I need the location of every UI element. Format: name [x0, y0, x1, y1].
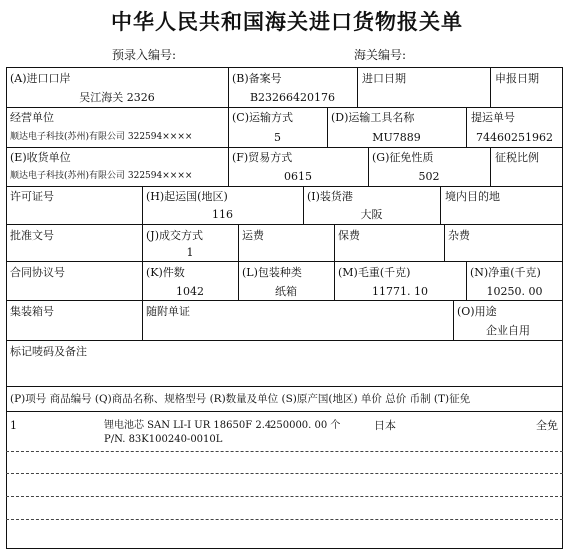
- packing-type-value: 纸箱: [275, 285, 297, 298]
- container-number-label: 集装箱号: [10, 305, 54, 318]
- loading-port-value: 大阪: [360, 208, 383, 221]
- usage-value: 企业自用: [486, 324, 530, 337]
- transport-tool-value: MU7889: [372, 131, 421, 144]
- consignee-value: 顺达电子科技(苏州)有限公司 322594××××: [10, 171, 193, 181]
- marks-remarks-label: 标记唛码及备注: [10, 345, 87, 358]
- transport-tool-label: (D)运输工具名称: [331, 111, 415, 124]
- import-port-label: (A)进口口岸: [10, 72, 71, 85]
- exemption-nature-label: (G)征免性质: [372, 151, 434, 164]
- origin-country-value: 116: [212, 208, 233, 221]
- approval-number-label: 批准文号: [10, 229, 54, 242]
- net-weight-label: (N)净重(千克): [470, 266, 541, 279]
- transport-mode-label: (C)运输方式: [232, 111, 293, 124]
- trade-mode-value: 0615: [284, 170, 312, 183]
- col-divider: [490, 67, 491, 107]
- row-divider: [6, 386, 563, 387]
- bill-of-lading-label: 提运单号: [471, 111, 515, 124]
- row-divider: [6, 147, 563, 148]
- item-part-number: P/N. 83K100240-0010L: [104, 434, 223, 445]
- goods-table-header: (P)项号 商品编号 (Q)商品名称、规格型号 (R)数量及单位 (S)原产国(地区) 单价 总价 币制 (T)征免: [10, 393, 471, 405]
- domestic-destination-label: 境内目的地: [445, 190, 500, 203]
- operating-unit-label: 经营单位: [10, 111, 54, 124]
- deal-mode-label: (J)成交方式: [146, 229, 203, 242]
- row-divider: [6, 107, 563, 108]
- row-divider: [6, 224, 563, 225]
- row-divider: [6, 261, 563, 262]
- item-exemption: 全免: [536, 419, 558, 432]
- misc-fee-label: 杂费: [448, 229, 470, 242]
- declaration-date-label: 申报日期: [495, 72, 539, 85]
- trade-mode-label: (F)贸易方式: [232, 151, 293, 164]
- insurance-label: 保费: [338, 229, 360, 242]
- col-divider: [238, 224, 239, 261]
- gross-weight-value: 11771. 10: [372, 285, 428, 298]
- col-divider: [357, 67, 358, 107]
- customs-number-label: 海关编号:: [354, 48, 407, 62]
- item-number: 1: [10, 419, 17, 432]
- loading-port-label: (I)装货港: [307, 190, 353, 203]
- goods-line-divider: [6, 496, 563, 497]
- prerecord-number-label: 预录入编号:: [112, 48, 177, 62]
- exemption-nature-value: 502: [418, 170, 440, 183]
- tax-ratio-label: 征税比例: [495, 151, 539, 164]
- contract-number-label: 合同协议号: [10, 266, 65, 279]
- packages-label: (K)件数: [146, 266, 185, 279]
- row-divider: [6, 411, 563, 412]
- gross-weight-label: (M)毛重(千克): [338, 266, 411, 279]
- packing-type-label: (L)包装种类: [242, 266, 302, 279]
- col-divider: [440, 186, 441, 224]
- packages-value: 1042: [176, 285, 204, 298]
- goods-line-divider: [6, 519, 563, 520]
- bill-of-lading-value: 74460251962: [476, 131, 553, 144]
- col-divider: [142, 300, 143, 340]
- freight-label: 运费: [242, 229, 264, 242]
- form-title: 中华人民共和国海关进口货物报关单: [111, 10, 463, 34]
- usage-label: (O)用途: [457, 305, 497, 318]
- import-port-value: 吴江海关 2326: [79, 91, 155, 104]
- transport-mode-value: 5: [274, 131, 281, 144]
- consignee-label: (E)收货单位: [10, 151, 71, 164]
- import-date-label: 进口日期: [362, 72, 406, 85]
- goods-line-divider: [6, 473, 563, 474]
- row-divider: [6, 300, 563, 301]
- operating-unit-value: 顺达电子科技(苏州)有限公司 322594××××: [10, 132, 193, 142]
- record-number-value: B23266420176: [249, 91, 336, 104]
- net-weight-value: 10250. 00: [486, 285, 543, 298]
- col-divider: [334, 224, 335, 261]
- origin-country-label: (H)起运国(地区): [146, 190, 228, 203]
- attached-documents-label: 随附单证: [146, 305, 190, 318]
- deal-mode-value: 1: [186, 246, 194, 259]
- item-name-spec: 锂电池芯 SAN LI-I UR 18650F 2.4: [104, 420, 272, 431]
- row-divider: [6, 186, 563, 187]
- license-number-label: 许可证号: [10, 190, 54, 203]
- record-number-label: (B)备案号: [232, 72, 282, 85]
- col-divider: [490, 147, 491, 186]
- col-divider: [444, 224, 445, 261]
- goods-line-divider: [6, 451, 563, 452]
- row-divider: [6, 340, 563, 341]
- item-origin-country: 日本: [374, 419, 396, 432]
- item-quantity-unit: 250000. 00 个: [270, 420, 341, 431]
